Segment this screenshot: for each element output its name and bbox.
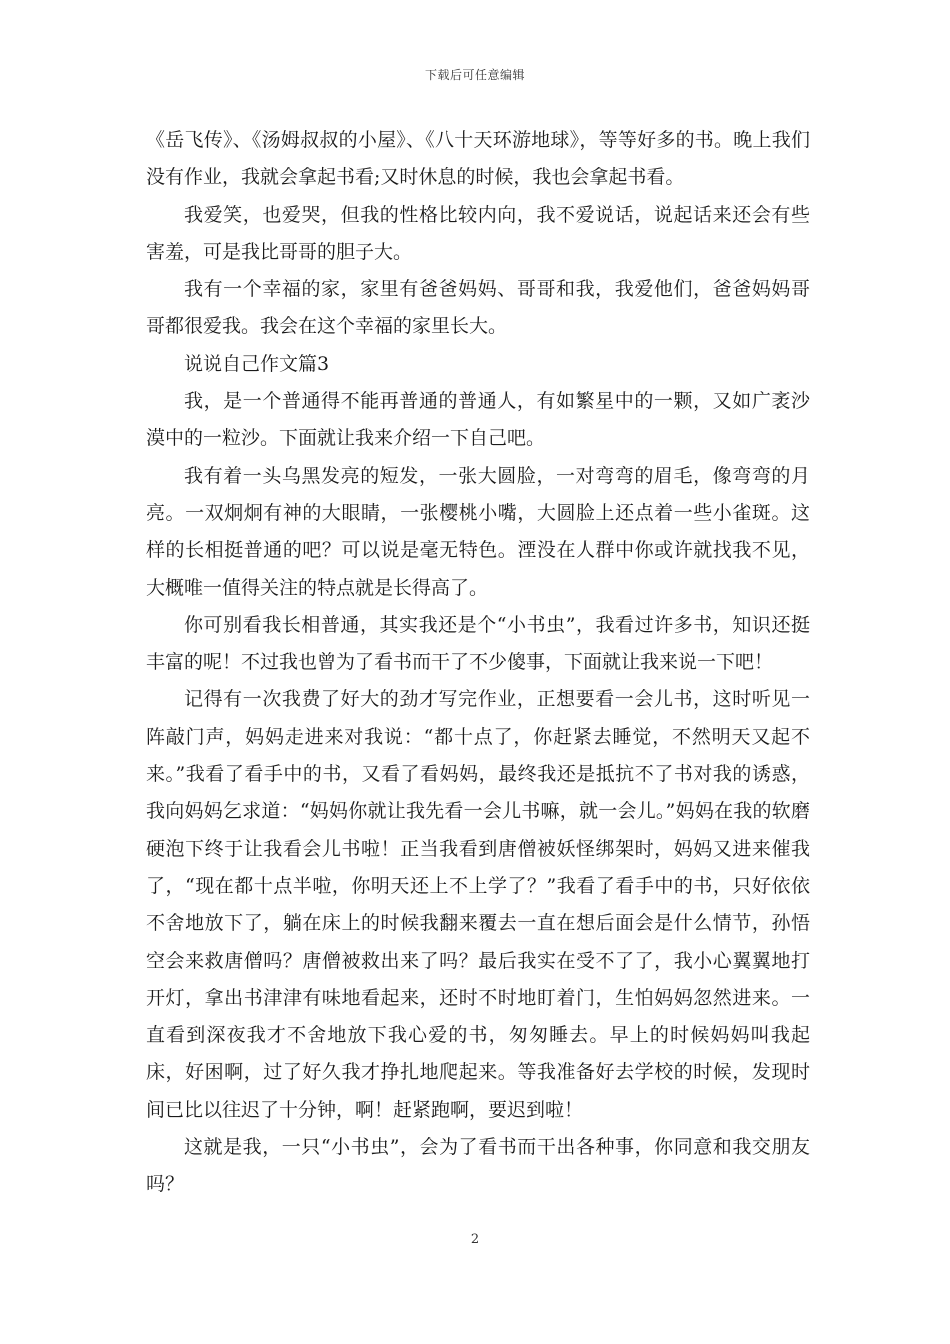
paragraph: 我有着一头乌黑发亮的短发，一张大圆脸，一对弯弯的眉毛，像弯弯的月亮。一双炯炯有神的大眼睛，一张樱桃小嘴，大圆脸上还点着一些小雀斑。这样的长相挺普通的吧？可以说是毫无特色。湮没在人群中你或许就找我不见，大概唯一值得关注的特点就是长得高了。 xyxy=(146,464,810,599)
page-header: 下载后可任意编辑 xyxy=(424,68,525,82)
paragraph: 记得有一次我费了好大的劲才写完作业，正想要看一会儿书，这时听见一阵敲门声，妈妈走进来对我说：“都十点了，你赶紧去睡觉，不然明天又起不来。”我看了看手中的书，又看了看妈妈，最终我还是抵抗不了书对我的诱惑，我向妈妈乞求道：“妈妈你就让我先看一会儿书嘛，就一会儿。”妈妈在我的软磨硬泡下终于让我看会儿书啦！正当我看到唐僧被妖怪绑架时，妈妈又进来催我了，“现在都十点半啦，你明天还上不上学了？”我看了看手中的书，只好依依不舍地放下了，躺在床上的时候我翻来覆去一直在想后面会是什么情节，孙悟空会来救唐僧吗？唐僧被救出来了吗？最后我实在受不了了，我小心翼翼地打开灯，拿出书津津有味地看起来，还时不时地盯着门，生怕妈妈忽然进来。一直看到深夜我才不舍地放下我心爱的书，匆匆睡去。早上的时候妈妈叫我起床，好困啊，过了好久我才挣扎地爬起来。等我准备好去学校的时候，发现时间已比以往迟了十分钟，啊！赶紧跑啊，要迟到啦！ xyxy=(146,688,810,1121)
paragraph: 我有一个幸福的家，家里有爸爸妈妈、哥哥和我，我爱他们，爸爸妈妈哥哥都很爱我。我会在这个幸福的家里长大。 xyxy=(146,278,810,338)
paragraph: 我爱笑，也爱哭，但我的性格比较内向，我不爱说话，说起话来还会有些害羞，可是我比哥哥的胆子大。 xyxy=(146,203,810,263)
paragraph: 你可别看我长相普通，其实我还是个“小书虫”，我看过许多书，知识还挺丰富的呢！不过我也曾为了看书而干了不少傻事，下面就让我来说一下吧！ xyxy=(146,613,810,674)
paragraph: 这就是我，一只“小书虫”，会为了看书而干出各种事，你同意和我交朋友吗？ xyxy=(146,1136,810,1196)
paragraph-continued: 《岳飞传》、《汤姆叔叔的小屋》、《八十天环游地球》，等等好多的书。晚上我们没有作业，我就会拿起书看;又时休息的时候，我也会拿起书看。 xyxy=(146,129,810,189)
paragraph: 我，是一个普通得不能再普通的普通人，有如繁星中的一颗，又如广袤沙漠中的一粒沙。下面就让我来介绍一下自己吧。 xyxy=(146,390,810,450)
page-number: 2 xyxy=(470,1232,480,1247)
section-title: 说说自己作文篇3 xyxy=(184,352,330,375)
page-body xyxy=(146,122,810,1204)
